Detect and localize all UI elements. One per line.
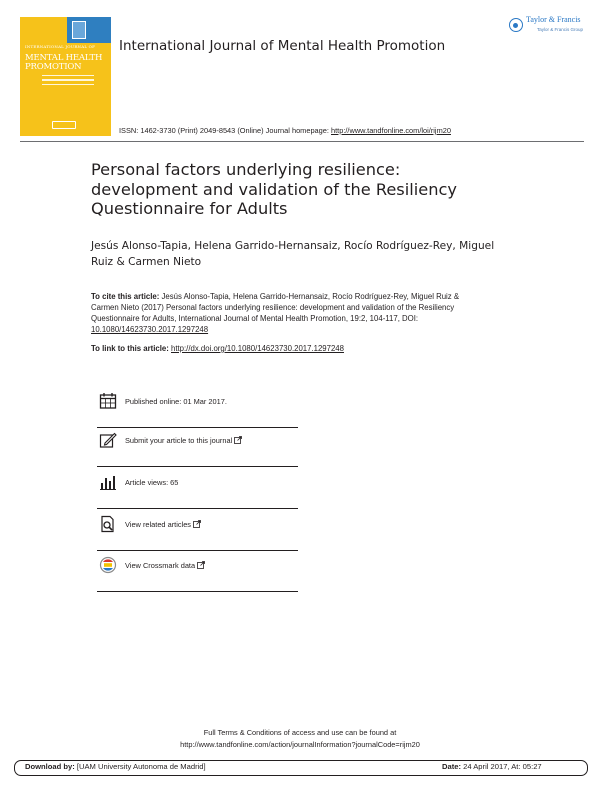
- info-row-submit[interactable]: [97, 431, 298, 467]
- cover-text-lines: [42, 75, 94, 88]
- crossmark-icon: [99, 556, 117, 574]
- calendar-icon: [99, 392, 117, 410]
- article-doi-url-link[interactable]: http://dx.doi.org/10.1080/14623730.2017.1297248: [171, 344, 344, 353]
- header-divider: [20, 141, 584, 142]
- article-link-line: [91, 344, 344, 353]
- cover-title: [25, 54, 109, 71]
- bar-chart-icon: [99, 473, 117, 491]
- edit-icon: [99, 431, 117, 449]
- cover-journal-small: INTERNATIONAL JOURNAL OF: [25, 44, 96, 49]
- journal-cover-image: [20, 17, 111, 136]
- cover-publisher-logo: [52, 121, 76, 129]
- download-date-value: 24 April 2017, At: 05:27: [461, 762, 542, 771]
- search-document-icon: [99, 515, 117, 533]
- related-articles-link[interactable]: [125, 520, 201, 529]
- submit-article-label: Submit your article to this journal: [125, 436, 233, 445]
- crossmark-label: View Crossmark data: [125, 561, 196, 570]
- cite-label: To cite this article:: [91, 292, 160, 301]
- downloaded-by: [25, 762, 206, 771]
- terms-line-1: Full Terms & Conditions of access and use can be found at: [203, 728, 397, 737]
- citation-block: [91, 291, 487, 335]
- publisher-group: Taylor & Francis Group: [537, 27, 584, 32]
- journal-title: International Journal of Mental Health Promotion: [119, 38, 446, 54]
- crossmark-link[interactable]: [125, 561, 205, 570]
- publisher-logo-icon: [509, 18, 523, 32]
- publisher-logo[interactable]: [509, 15, 584, 39]
- publisher-name: Taylor & Francis: [526, 15, 581, 24]
- info-row-views: [97, 473, 298, 509]
- external-link-icon: [197, 561, 205, 569]
- download-date-label: Date:: [442, 762, 461, 771]
- article-title: Personal factors underlying resilience: development and validation of the Resiliency Questionnaire for Adults: [91, 160, 457, 218]
- downloaded-by-value: [UAM University Autonoma de Madrid]: [74, 762, 206, 771]
- download-info-bar: [14, 760, 588, 776]
- doi-link[interactable]: 10.1080/14623730.2017.1297248: [91, 325, 209, 334]
- info-row-crossmark[interactable]: [97, 556, 298, 592]
- journal-homepage-link[interactable]: http://www.tandfonline.com/loi/rijm20: [331, 126, 451, 135]
- info-row-related[interactable]: [97, 515, 298, 551]
- terms-notice: [0, 727, 600, 751]
- external-link-icon: [234, 436, 242, 444]
- cover-title-line2: PROMOTION: [25, 61, 82, 72]
- related-articles-label: View related articles: [125, 520, 191, 529]
- link-label: To link to this article:: [91, 344, 171, 353]
- external-link-icon: [193, 520, 201, 528]
- issn-line: [119, 126, 451, 135]
- issn-text: ISSN: 1462-3730 (Print) 2049-8543 (Online) Journal homepage:: [119, 126, 331, 135]
- cite-text: Jesús Alonso-Tapia, Helena Garrido-Hernansaiz, Rocío Rodríguez-Rey, Miguel Ruiz & Carmen Nieto (2017) Personal factors underlying resilience: development and validation of the Resiliency Questionnaire for Adults, International Journal of Mental Health Promotion, 19:2, 104-117, DOI:: [91, 292, 460, 323]
- download-date: [442, 762, 542, 771]
- downloaded-by-label: Download by:: [25, 762, 75, 771]
- cover-title-line1: MENTAL HEALTH: [25, 53, 103, 63]
- terms-url-link[interactable]: http://www.tandfonline.com/action/journalInformation?journalCode=rijm20: [180, 740, 420, 749]
- info-row-published: [97, 392, 298, 428]
- cover-blue-box: [72, 21, 86, 39]
- published-date: Published online: 01 Mar 2017.: [125, 397, 227, 406]
- article-authors: Jesús Alonso-Tapia, Helena Garrido-Hernansaiz, Rocío Rodríguez-Rey, Miguel Ruiz & Carmen Nieto: [91, 240, 495, 268]
- article-views: Article views: 65: [125, 478, 179, 487]
- submit-article-link[interactable]: [125, 436, 242, 445]
